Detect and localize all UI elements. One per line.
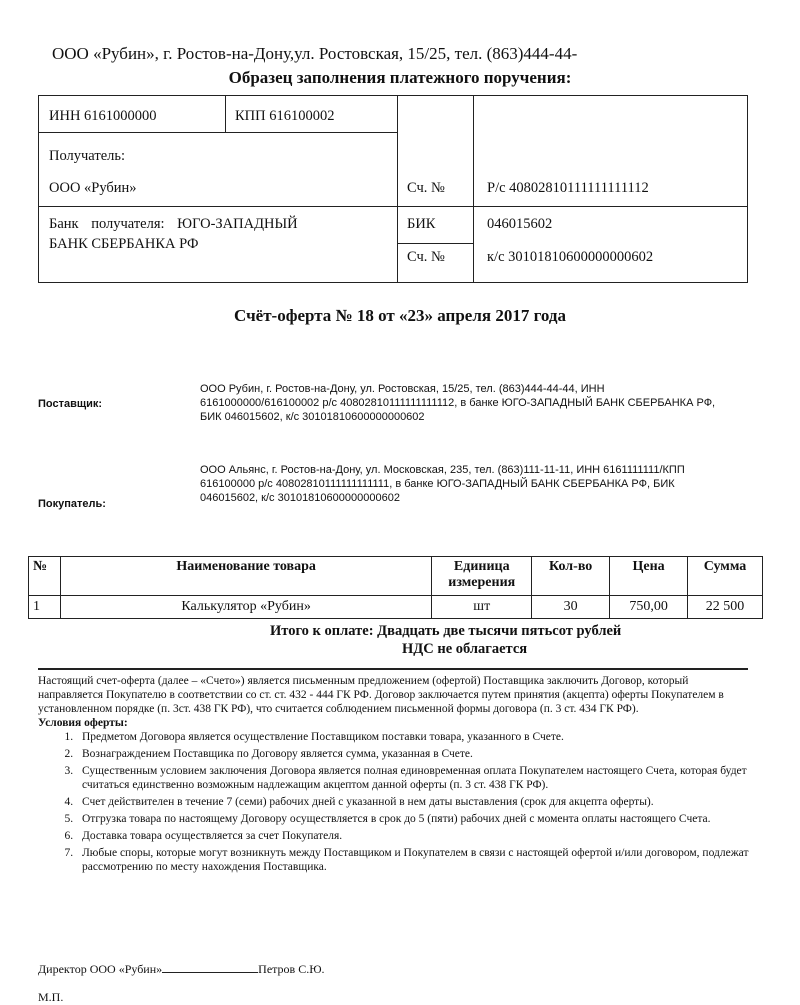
col-header-unit (432, 557, 532, 596)
row-price: 750,00 (610, 596, 688, 619)
vat-note: НДС не облагается (402, 641, 528, 657)
bank-name-line1: Банк получателя: ЮГО-ЗАПАДНЫЙ (49, 216, 298, 232)
col-header-qty: Кол-во (532, 557, 610, 596)
account-label: Сч. № (407, 180, 445, 196)
director-name: Петров С.Ю. (258, 962, 325, 976)
total-amount: Итого к оплате: Двадцать две тысячи пятьсот рублей (270, 623, 622, 639)
box-divider-labels (473, 96, 474, 283)
kpp-value: КПП 616100002 (235, 108, 335, 124)
bank-name-line2: БАНК СБЕРБАНКА РФ (49, 236, 199, 252)
row-name: Калькулятор «Рубин» (60, 596, 431, 619)
row-qty: 30 (532, 596, 610, 619)
box-rule-recipient (39, 206, 748, 207)
table-row (29, 596, 763, 619)
payment-sample-title: Образец заполнения платежного поручения: (228, 68, 572, 87)
account-value: Р/с 40802810111111111112 (487, 180, 649, 196)
stamp-place: М.П. (38, 990, 64, 1004)
signature-line (38, 962, 325, 977)
col-header-sum: Сумма (688, 557, 763, 596)
list-item: 5. Отгрузка товара по настоящему Договору осуществляется в срок до 5 (пяти) рабочих дней с момента оплаты настоящего Счета. (76, 812, 750, 826)
goods-table (28, 556, 763, 619)
box-divider-inn-kpp (225, 96, 226, 132)
company-header: ООО «Рубин», г. Ростов-на-Дону,ул. Ростовская, 15/25, тел. (863)444-44- (52, 44, 578, 63)
list-item: 2. Вознаграждением Поставщика по Договору является сумма, указанная в Счете. (76, 747, 750, 761)
list-item: 3. Существенным условием заключения Договора является полная единовременная оплата Покупателем настоящего Счета, которая будет считаться единственно возможным надлежащим акцептом данной оферты (п. 3 ст. 438 ГК РФ). (76, 764, 750, 792)
list-item: 4. Счет действителен в течение 7 (семи) рабочих дней с указанной в нем даты выставления (срок для акцепта оферты). (76, 795, 750, 809)
invoice-title: Счёт-оферта № 18 от «23» апреля 2017 года (234, 306, 566, 325)
terms-intro: Настоящий счет-оферта (далее – «Счето») является письменным предложением (офертой) Поставщика заключить Договор, который направляется Покупателю в соответствии со ст. ст. 432 - 444 ГК РФ. Договор заключается путем принятия (акцепта) оферты Покупателем в установленном порядке (п. 3ст. 438 ГК РФ), что считается соблюдением письменной формы договора (п. 3 ст. 434 ГК РФ). (38, 675, 724, 715)
row-unit: шт (432, 596, 532, 619)
terms-list (38, 730, 750, 874)
inn-value: ИНН 6161000000 (49, 108, 157, 124)
box-rule-bik (397, 243, 473, 244)
col-header-name: Наименование товара (60, 557, 431, 596)
supplier-details: ООО Рубин, г. Ростов-на-Дону, ул. Ростовская, 15/25, тел. (863)444-44-44, ИНН 6161000000/616100002 р/с 40802810111111111112, в банке ЮГО-ЗАПАДНЫЙ БАНК СБЕРБАНКА РФ, БИК 046015602, к/с 30101810600000000602 (200, 383, 716, 423)
offer-terms (38, 674, 750, 877)
list-item: 7. Любые споры, которые могут возникнуть между Поставщиком и Покупателем в связи с настоящей офертой и/или договором, подлежат рассмотрению по месту нахождения Поставщика. (76, 846, 750, 874)
col-header-unit-line1: Единица (453, 559, 510, 574)
bank-details-box (38, 95, 748, 283)
col-header-num: № (29, 557, 61, 596)
box-divider-main (397, 96, 398, 283)
buyer-details: ООО Альянс, г. Ростов-на-Дону, ул. Московская, 235, тел. (863)111-11-11, ИНН 6161111111/КПП 616100000 р/с 40802810111111111111, в банке ЮГО-ЗАПАДНЫЙ БАНК СБЕРБАНКА РФ, БИК 046015602, к/с 30101810600000000602 (200, 464, 685, 504)
recipient-name: ООО «Рубин» (49, 180, 137, 196)
bik-label: БИК (407, 216, 436, 232)
section-divider (38, 668, 748, 670)
buyer-label: Покупатель: (38, 498, 106, 510)
bik-value: 046015602 (487, 216, 553, 232)
box-rule-inn (39, 132, 397, 133)
terms-heading: Условия оферты: (38, 717, 128, 729)
director-title: Директор ООО «Рубин» (38, 962, 163, 976)
corr-account-label: Сч. № (407, 249, 445, 265)
corr-account-value: к/с 30101810600000000602 (487, 249, 654, 265)
list-item: 1. Предметом Договора является осуществление Поставщиком поставки товара, указанного в Счете. (76, 730, 750, 744)
row-num: 1 (29, 596, 61, 619)
supplier-label: Поставщик: (38, 398, 103, 410)
col-header-unit-line2: измерения (448, 575, 516, 590)
col-header-price: Цена (610, 557, 688, 596)
table-header-row (29, 557, 763, 596)
list-item: 6. Доставка товара осуществляется за счет Покупателя. (76, 829, 750, 843)
recipient-label: Получатель: (49, 148, 126, 164)
signature-blank (162, 962, 258, 973)
row-sum: 22 500 (688, 596, 763, 619)
